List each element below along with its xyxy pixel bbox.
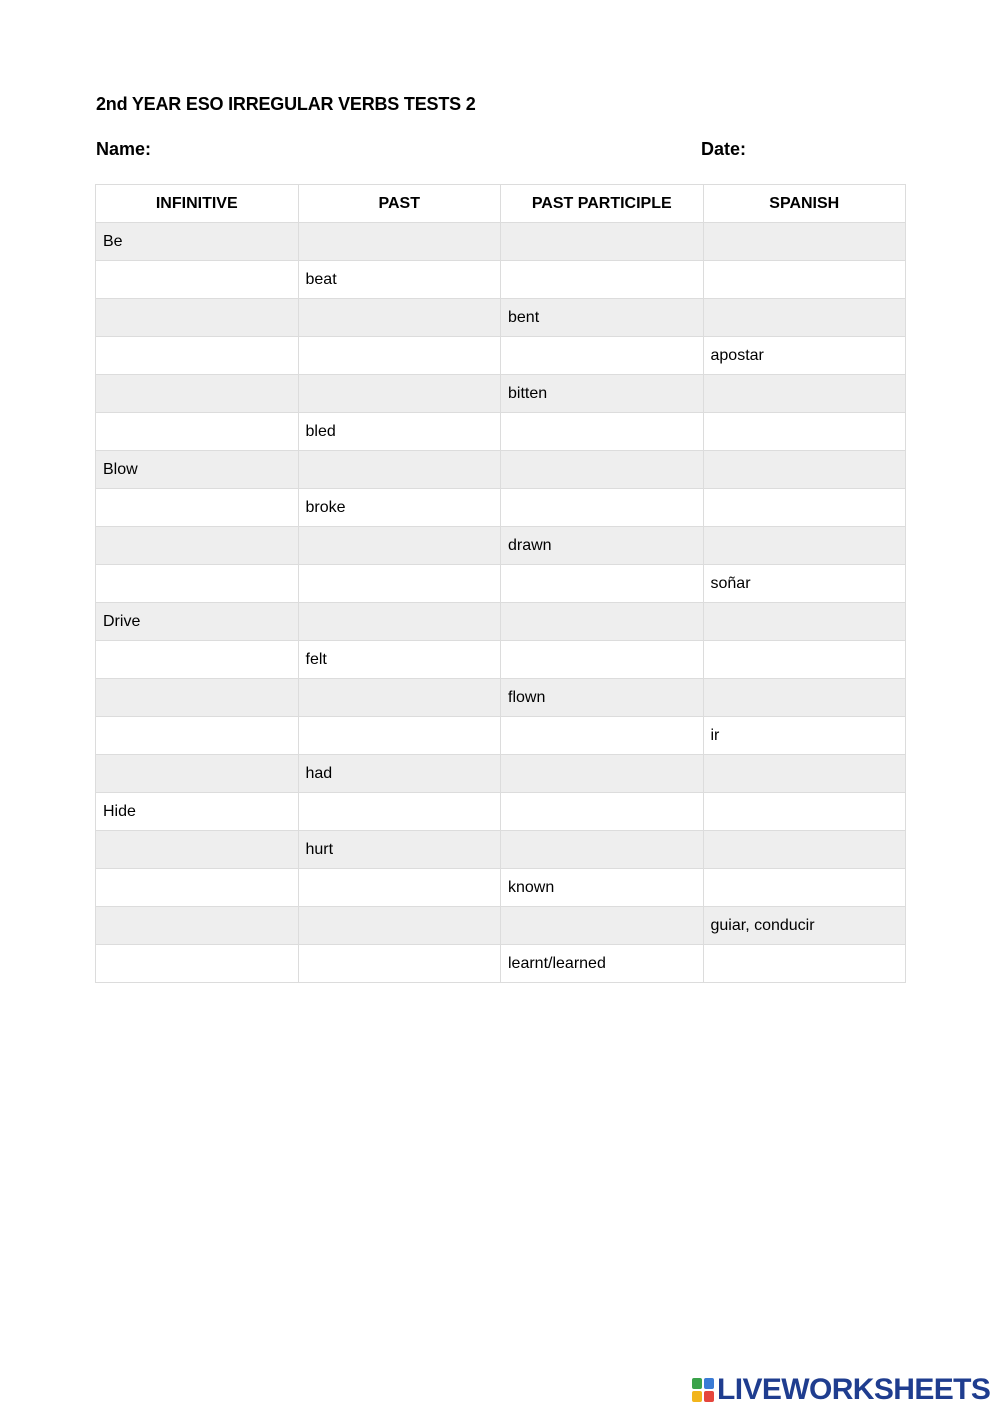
cell-past[interactable] [298,869,501,907]
cell-past[interactable] [298,603,501,641]
cell-infinitive[interactable]: Drive [96,603,299,641]
cell-past[interactable] [298,223,501,261]
cell-spanish[interactable] [703,413,906,451]
table-row [96,717,906,755]
header-past: PAST [298,185,501,223]
cell-infinitive[interactable] [96,907,299,945]
cell-spanish[interactable] [703,869,906,907]
table-row [96,489,906,527]
cell-past-participle[interactable] [501,565,704,603]
cell-infinitive[interactable]: Hide [96,793,299,831]
cell-spanish[interactable] [703,375,906,413]
table-row [96,755,906,793]
cell-past-participle[interactable] [501,451,704,489]
table-row [96,679,906,717]
cell-spanish[interactable] [703,527,906,565]
table-row [96,869,906,907]
cell-past-participle[interactable] [501,489,704,527]
table-row [96,375,906,413]
cell-spanish[interactable]: apostar [703,337,906,375]
cell-past[interactable]: bled [298,413,501,451]
table-row [96,793,906,831]
cell-infinitive[interactable] [96,945,299,983]
cell-spanish[interactable]: guiar, conducir [703,907,906,945]
cell-past-participle[interactable] [501,755,704,793]
cell-past-participle[interactable] [501,717,704,755]
cell-infinitive[interactable]: Blow [96,451,299,489]
cell-spanish[interactable] [703,451,906,489]
cell-spanish[interactable]: soñar [703,565,906,603]
cell-past[interactable] [298,375,501,413]
cell-infinitive[interactable] [96,717,299,755]
cell-infinitive[interactable] [96,641,299,679]
cell-past-participle[interactable] [501,603,704,641]
cell-infinitive[interactable] [96,375,299,413]
cell-infinitive[interactable] [96,489,299,527]
cell-past[interactable] [298,451,501,489]
cell-past[interactable] [298,527,501,565]
cell-past[interactable] [298,565,501,603]
cell-infinitive[interactable] [96,869,299,907]
table-row [96,337,906,375]
cell-past[interactable] [298,299,501,337]
cell-past-participle[interactable] [501,223,704,261]
table-row [96,261,906,299]
cell-past-participle[interactable]: known [501,869,704,907]
cell-past-participle[interactable] [501,831,704,869]
cell-spanish[interactable] [703,641,906,679]
cell-past-participle[interactable]: flown [501,679,704,717]
cell-infinitive[interactable] [96,755,299,793]
date-label: Date: [701,139,747,159]
header-spanish: SPANISH [703,185,906,223]
cell-spanish[interactable] [703,679,906,717]
cell-infinitive[interactable] [96,527,299,565]
cell-past-participle[interactable]: drawn [501,527,704,565]
cell-past-participle[interactable]: bent [501,299,704,337]
cell-infinitive[interactable] [96,413,299,451]
verbs-table [95,184,906,983]
cell-past[interactable]: beat [298,261,501,299]
cell-spanish[interactable] [703,755,906,793]
cell-past[interactable] [298,717,501,755]
table-row [96,831,906,869]
cell-spanish[interactable] [703,945,906,983]
cell-past[interactable]: felt [298,641,501,679]
cell-past-participle[interactable] [501,793,704,831]
cell-past[interactable] [298,793,501,831]
cell-spanish[interactable] [703,489,906,527]
cell-past[interactable] [298,337,501,375]
name-label: Name: [96,139,152,159]
cell-spanish[interactable] [703,299,906,337]
table-header-row [96,185,906,223]
cell-spanish[interactable] [703,223,906,261]
cell-spanish[interactable] [703,261,906,299]
cell-past[interactable]: hurt [298,831,501,869]
table-row [96,223,906,261]
header-past-participle: PAST PARTICIPLE [501,185,704,223]
cell-past[interactable] [298,679,501,717]
cell-infinitive[interactable] [96,337,299,375]
table-row [96,527,906,565]
table-row [96,299,906,337]
cell-infinitive[interactable] [96,261,299,299]
cell-past-participle[interactable]: learnt/learned [501,945,704,983]
cell-past-participle[interactable] [501,907,704,945]
brand-text: LIVEWORKSHEETS [717,1373,991,1406]
cell-past[interactable] [298,945,501,983]
cell-spanish[interactable] [703,603,906,641]
table-row [96,451,906,489]
liveworksheets-logo-icon [692,1378,714,1402]
cell-infinitive[interactable] [96,831,299,869]
worksheet-title: 2nd YEAR ESO IRREGULAR VERBS TESTS 2 [96,94,476,114]
cell-infinitive[interactable] [96,299,299,337]
cell-infinitive[interactable] [96,679,299,717]
cell-infinitive[interactable] [96,565,299,603]
cell-spanish[interactable] [703,831,906,869]
cell-past[interactable]: had [298,755,501,793]
table-row [96,603,906,641]
header-infinitive: INFINITIVE [96,185,299,223]
table-row [96,565,906,603]
table-row [96,907,906,945]
liveworksheets-brand [692,1374,990,1406]
cell-past-participle[interactable] [501,641,704,679]
cell-past[interactable] [298,907,501,945]
cell-past-participle[interactable] [501,337,704,375]
cell-past-participle[interactable] [501,413,704,451]
table-row [96,413,906,451]
cell-past[interactable]: broke [298,489,501,527]
table-row [96,945,906,983]
cell-past-participle[interactable]: bitten [501,375,704,413]
table-row [96,641,906,679]
cell-infinitive[interactable]: Be [96,223,299,261]
cell-spanish[interactable]: ir [703,717,906,755]
cell-spanish[interactable] [703,793,906,831]
cell-past-participle[interactable] [501,261,704,299]
